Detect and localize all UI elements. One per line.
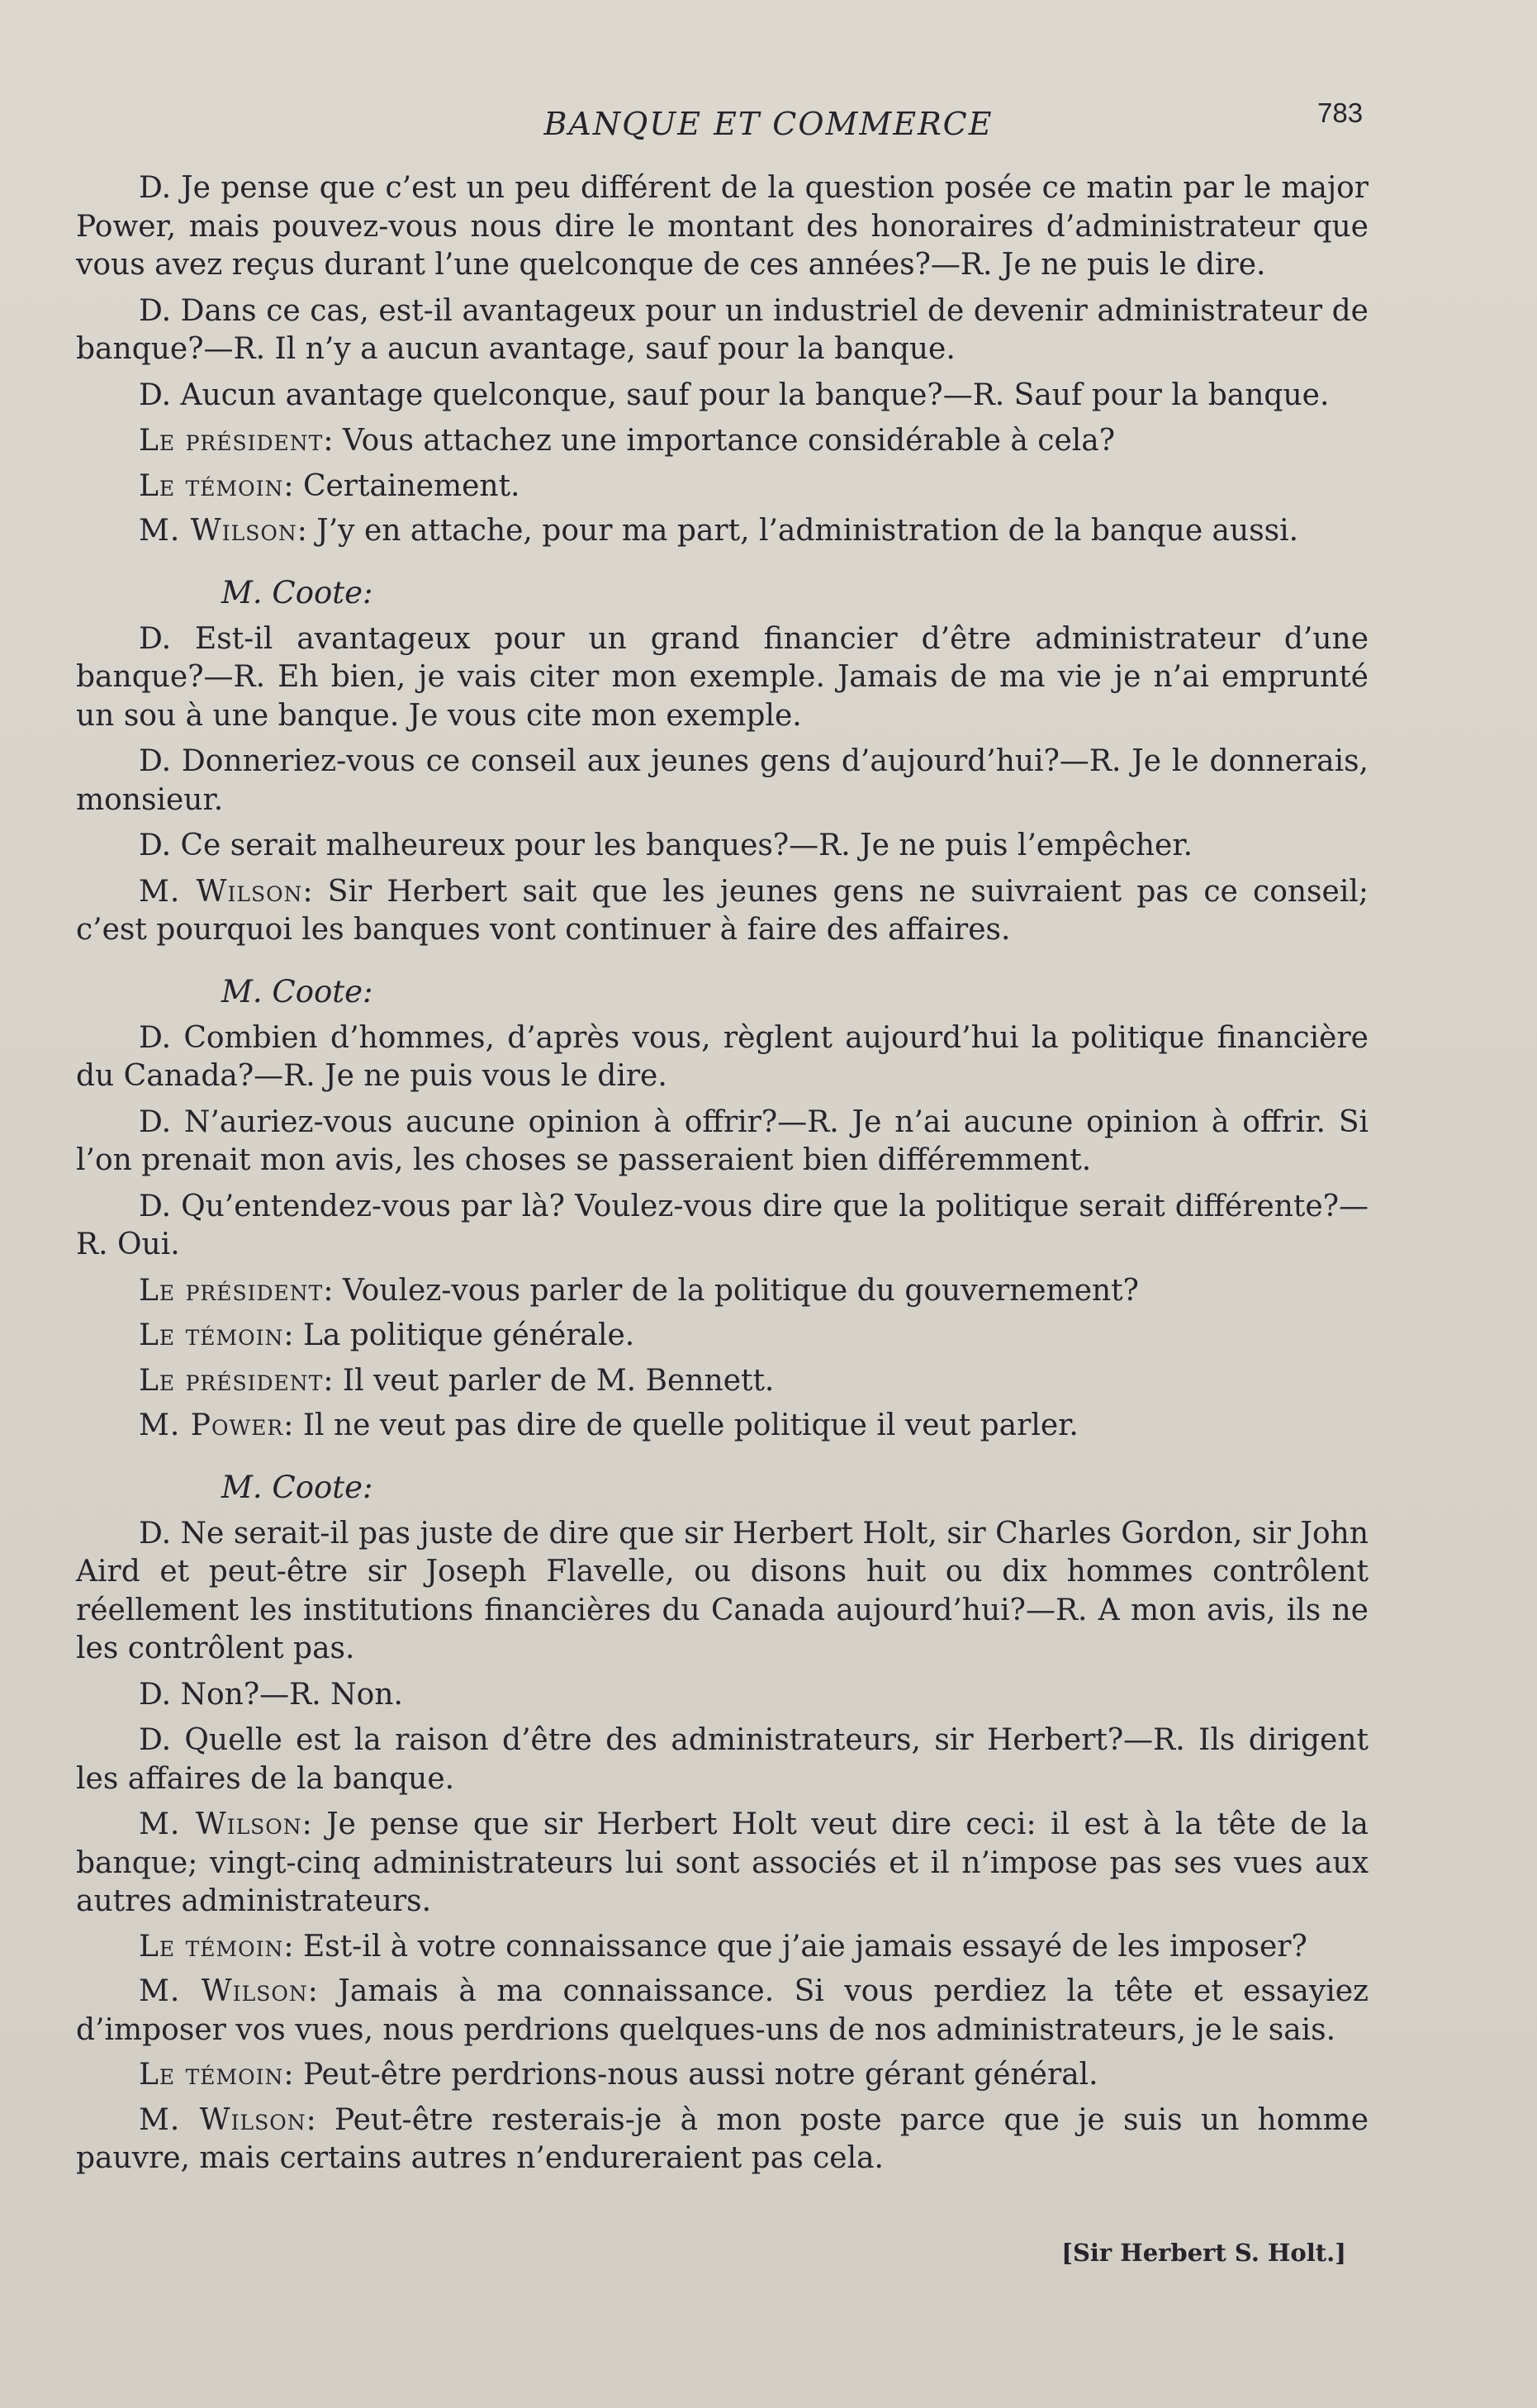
page-number: 783 [1317, 97, 1364, 128]
speaker-paragraph [76, 1973, 1369, 2049]
speech-text: : Sir Herbert sait que les jeunes gens ne suivraient pas ce conseil; c’est pourquoi les banques vont continuer à faire des affaires. [76, 874, 1369, 947]
speaker-name: M. Wilson [139, 1974, 308, 2008]
speech-text: : Je pense que sir Herbert Holt veut dire ceci: il est à la tête de la banque; vingt-cinq administrateurs lui sont associés et il n’impose pas ses vues aux autres administrateurs. [76, 1807, 1369, 1918]
speaker-name: Le témoin [139, 1318, 284, 1352]
section-heading: M. Coote: [221, 574, 373, 610]
speaker-paragraph [76, 1407, 1369, 1446]
paragraph: D. Donneriez-vous ce conseil aux jeunes gens d’aujourd’hui?—R. Je le donnerais, monsieur. [76, 744, 1369, 817]
paragraph: D. Est-il avantageux pour un grand financier d’être administrateur d’une banque?—R. Eh bien, je vais citer mon exemple. Jamais de ma vie je n’ai emprunté un sou à une banque. Je vous cite mon exemple. [76, 621, 1369, 733]
speaker-name: M. Power [139, 1408, 284, 1442]
speaker-name: M. Wilson [139, 2102, 306, 2137]
speaker-paragraph [76, 1362, 1369, 1401]
speaker-name: M. Wilson [139, 1807, 302, 1841]
paragraph: D. Combien d’hommes, d’après vous, règlent aujourd’hui la politique financière du Canada?—R. Je ne puis vous le dire. [76, 1020, 1369, 1093]
speech-text: : Certainement. [283, 468, 520, 503]
paragraph: D. Aucun avantage quelconque, sauf pour la banque?—R. Sauf pour la banque. [139, 378, 1330, 412]
speaker-name: M. Wilson [139, 874, 303, 909]
speech-text: : Peut-être resterais-je à mon poste parce que je suis un homme pauvre, mais certains autres n’endureraient pas cela. [76, 2102, 1369, 2175]
speech-text: : La politique générale. [283, 1318, 635, 1352]
witness-signature-line: [Sir Herbert S. Holt.] [1061, 2239, 1346, 2267]
speaker-name: Le président [139, 1363, 324, 1398]
speaker-name: Le témoin [139, 2058, 284, 2092]
body-text [76, 169, 1369, 2185]
speaker-paragraph [76, 422, 1369, 461]
speaker-name: M. Wilson [139, 514, 297, 548]
speech-text: : Jamais à ma connaissance. Si vous perdiez la tête et essayiez d’imposer vos vues, nous perdrions quelques-uns de nos administrateurs, je le sais. [76, 1974, 1369, 2047]
speaker-name: Le témoin [139, 468, 284, 503]
speaker-paragraph [76, 1317, 1369, 1356]
speaker-paragraph [76, 1928, 1369, 1967]
speech-text: : J’y en attache, pour ma part, l’administration de la banque aussi. [296, 514, 1299, 548]
speech-text: : Vous attachez une importance considérable à cela? [323, 424, 1116, 458]
speech-text: : Est-il à votre connaissance que j’aie jamais essayé de les imposer? [283, 1929, 1307, 1964]
speech-text: : Peut-être perdrions-nous aussi notre gérant général. [283, 2058, 1098, 2092]
speaker-paragraph [76, 2102, 1369, 2178]
speaker-paragraph [76, 1272, 1369, 1311]
speaker-paragraph [76, 2056, 1369, 2095]
section-heading: M. Coote: [221, 1469, 373, 1505]
speaker-name: Le président [139, 424, 324, 458]
speech-text: : Voulez-vous parler de la politique du gouvernement? [323, 1273, 1139, 1308]
paragraph: D. N’auriez-vous aucune opinion à offrir?—R. Je n’ai aucune opinion à offrir. Si l’on prenait mon avis, les choses se passeraient bien différemment. [76, 1104, 1369, 1177]
paragraph: D. Je pense que c’est un peu différent de la question posée ce matin par le major Power, mais pouvez-vous nous dire le montant des honoraires d’administrateur que vous avez reçus durant l’une quelconque de ces années?—R. Je ne puis le dire. [76, 171, 1369, 282]
paragraph: D. Non?—R. Non. [139, 1677, 403, 1712]
running-head: BANQUE ET COMMERCE [543, 106, 994, 142]
speech-text: : Il ne veut pas dire de quelle politique il veut parler. [283, 1408, 1079, 1442]
speaker-paragraph [76, 512, 1369, 551]
speaker-name: Le témoin [139, 1929, 284, 1964]
paragraph: D. Dans ce cas, est-il avantageux pour un industriel de devenir administrateur de banque?—R. Il n’y a aucun avantage, sauf pour la banque. [76, 293, 1369, 366]
section-heading: M. Coote: [221, 973, 373, 1009]
speech-text: : Il veut parler de M. Bennett. [323, 1363, 775, 1398]
paragraph: D. Qu’entendez-vous par là? Voulez-vous dire que la politique serait différente?—R. Oui. [76, 1189, 1369, 1261]
speaker-name: Le président [139, 1273, 324, 1308]
paragraph: D. Ne serait-il pas juste de dire que sir Herbert Holt, sir Charles Gordon, sir John Aird et peut-être sir Joseph Flavelle, ou disons huit ou dix hommes contrôlent réellement les institutions financières du Canada aujourd’hui?—R. A mon avis, ils ne les contrôlent pas. [76, 1516, 1369, 1665]
paragraph: D. Quelle est la raison d’être des administrateurs, sir Herbert?—R. Ils dirigent les affaires de la banque. [76, 1723, 1369, 1796]
speaker-paragraph [76, 1806, 1369, 1921]
speaker-paragraph [76, 873, 1369, 950]
paragraph: D. Ce serait malheureux pour les banques?—R. Je ne puis l’empêcher. [139, 829, 1193, 862]
speaker-paragraph [76, 468, 1369, 506]
